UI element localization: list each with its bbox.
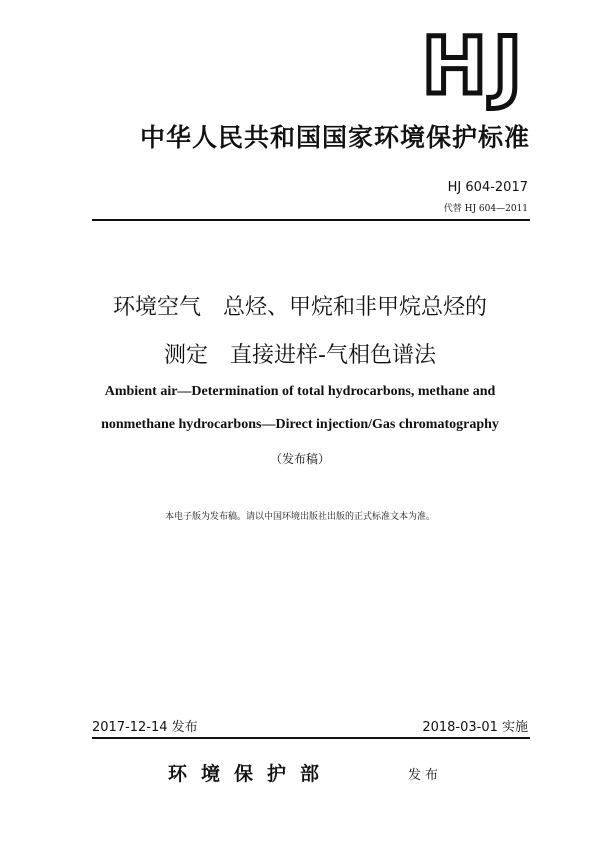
title-zh-line1: 环境空气 总烃、甲烷和非甲烷总烃的 — [112, 295, 487, 320]
title-en-line2: nonmethane hydrocarbons—Direct injection/Gas chromatography — [101, 417, 499, 432]
publisher-name: 环境保护部 — [168, 763, 334, 785]
replaces-standard: 代替 HJ 604—2011 — [443, 204, 528, 214]
draft-label: （发布稿） — [269, 452, 330, 466]
standard-organization-title: 中华人民共和国国家环境保护标准 — [139, 123, 530, 152]
standard-code: HJ 604-2017 — [447, 180, 528, 195]
footer-divider — [92, 737, 530, 739]
issue-date: 2017-12-14 发布 — [92, 720, 198, 735]
title-zh-line2: 测定 直接进样-气相色谱法 — [164, 343, 436, 368]
hj-logo: HJ — [421, 22, 528, 112]
implementation-date: 2018-03-01 实施 — [422, 720, 528, 735]
publish-label: 发布 — [408, 768, 443, 783]
title-en-line1: Ambient air—Determination of total hydrocarbons, methane and — [104, 384, 496, 399]
electronic-version-notice: 本电子版为发布稿。请以中国环境出版社出版的正式标准文本为准。 — [164, 512, 435, 522]
header-divider — [92, 219, 530, 221]
